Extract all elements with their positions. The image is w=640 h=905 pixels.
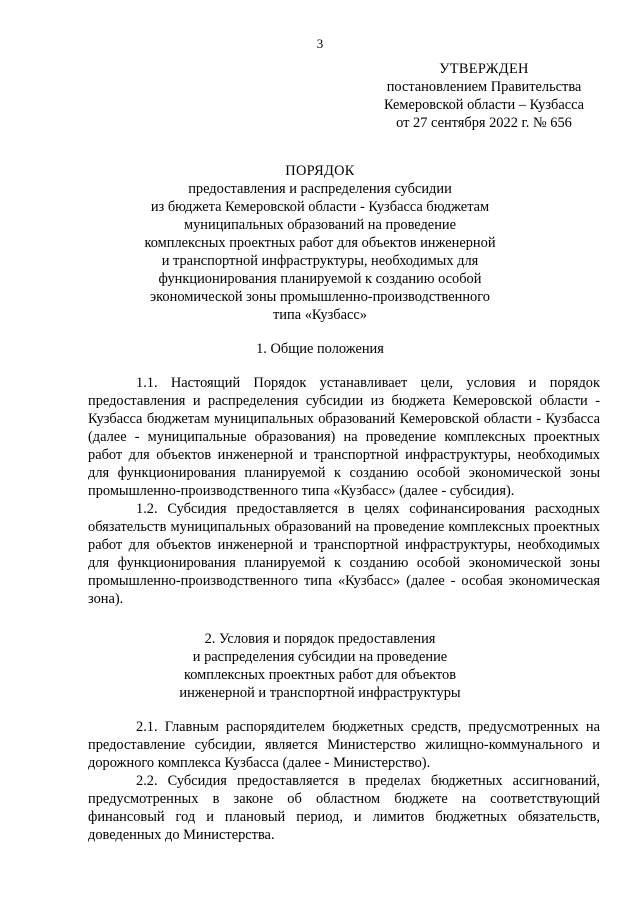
order-title-block	[0, 162, 640, 324]
section-2-body	[88, 718, 600, 844]
order-subtitle-line: типа «Кузбасс»	[273, 307, 367, 323]
paragraph-1-2: 1.2. Субсидия предоставляется в целях софинансирования расходных обязательств муниципальных образований на проведение комплексных проектных работ для объектов инженерной и транспортной инфраструктуры, необходимых для функционирования планируемой к созданию особой экономической зоны промышленно-производственного типа «Кузбасс» (далее - особая экономическая зона).	[88, 501, 600, 607]
paragraph-1-1: 1.1. Настоящий Порядок устанавливает цели, условия и порядок предоставления и распределения субсидии из бюджета Кемеровской области - Кузбасса бюджетам муниципальных образований Кемеровской области - Кузбасса (далее - муниципальные образования) на проведение комплексных проектных работ для объектов инженерной и транспортной инфраструктуры, необходимых для функционирования планируемой к созданию особой экономической зоны промышленно-производственного типа «Кузбасс» (далее - субсидия).	[88, 375, 600, 499]
section-2-heading-line: инженерной и транспортной инфраструктуры	[179, 685, 461, 701]
section-2-heading-line: комплексных проектных работ для объектов	[183, 667, 457, 683]
section-1-heading: 1. Общие положения	[256, 341, 384, 357]
order-subtitle-line: экономической зоны промышленно-производственного	[150, 289, 490, 305]
approval-block	[364, 60, 604, 132]
section-2-heading-line: 2. Условия и порядок предоставления	[204, 631, 436, 647]
page-number: 3	[316, 36, 324, 51]
approval-line: постановлением Правительства	[386, 79, 582, 95]
order-subtitle-line: функционирования планируемой к созданию особой	[158, 271, 482, 287]
approval-line: Кемеровской области – Кузбасса	[383, 97, 585, 113]
section-2-heading	[0, 630, 640, 702]
order-title: ПОРЯДОК	[285, 163, 355, 179]
paragraph-2-1: 2.1. Главным распорядителем бюджетных средств, предусмотренных на предоставление субсидии, является Министерство жилищно-коммунального и дорожного комплекса Кузбасса (далее - Министерство).	[88, 719, 600, 771]
paragraph-2-2: 2.2. Субсидия предоставляется в пределах бюджетных ассигнований, предусмотренных в законе об областном бюджете на соответствующий финансовый год и плановый период, и лимитов бюджетных обязательств, доведенных до Министерства.	[88, 773, 600, 843]
order-subtitle-line: муниципальных образований на проведение	[183, 217, 456, 233]
approval-line: от 27 сентября 2022 г. № 656	[396, 115, 572, 131]
order-subtitle-line: из бюджета Кемеровской области - Кузбасса бюджетам	[150, 199, 490, 215]
section-1-body	[88, 374, 600, 608]
order-subtitle-line: предоставления и распределения субсидии	[188, 181, 452, 197]
approval-title: УТВЕРЖДЕН	[439, 61, 529, 77]
order-subtitle-line: и транспортной инфраструктуры, необходимых для	[161, 253, 479, 269]
order-subtitle-line: комплексных проектных работ для объектов инженерной	[144, 235, 496, 251]
section-2-heading-line: и распределения субсидии на проведение	[192, 649, 448, 665]
